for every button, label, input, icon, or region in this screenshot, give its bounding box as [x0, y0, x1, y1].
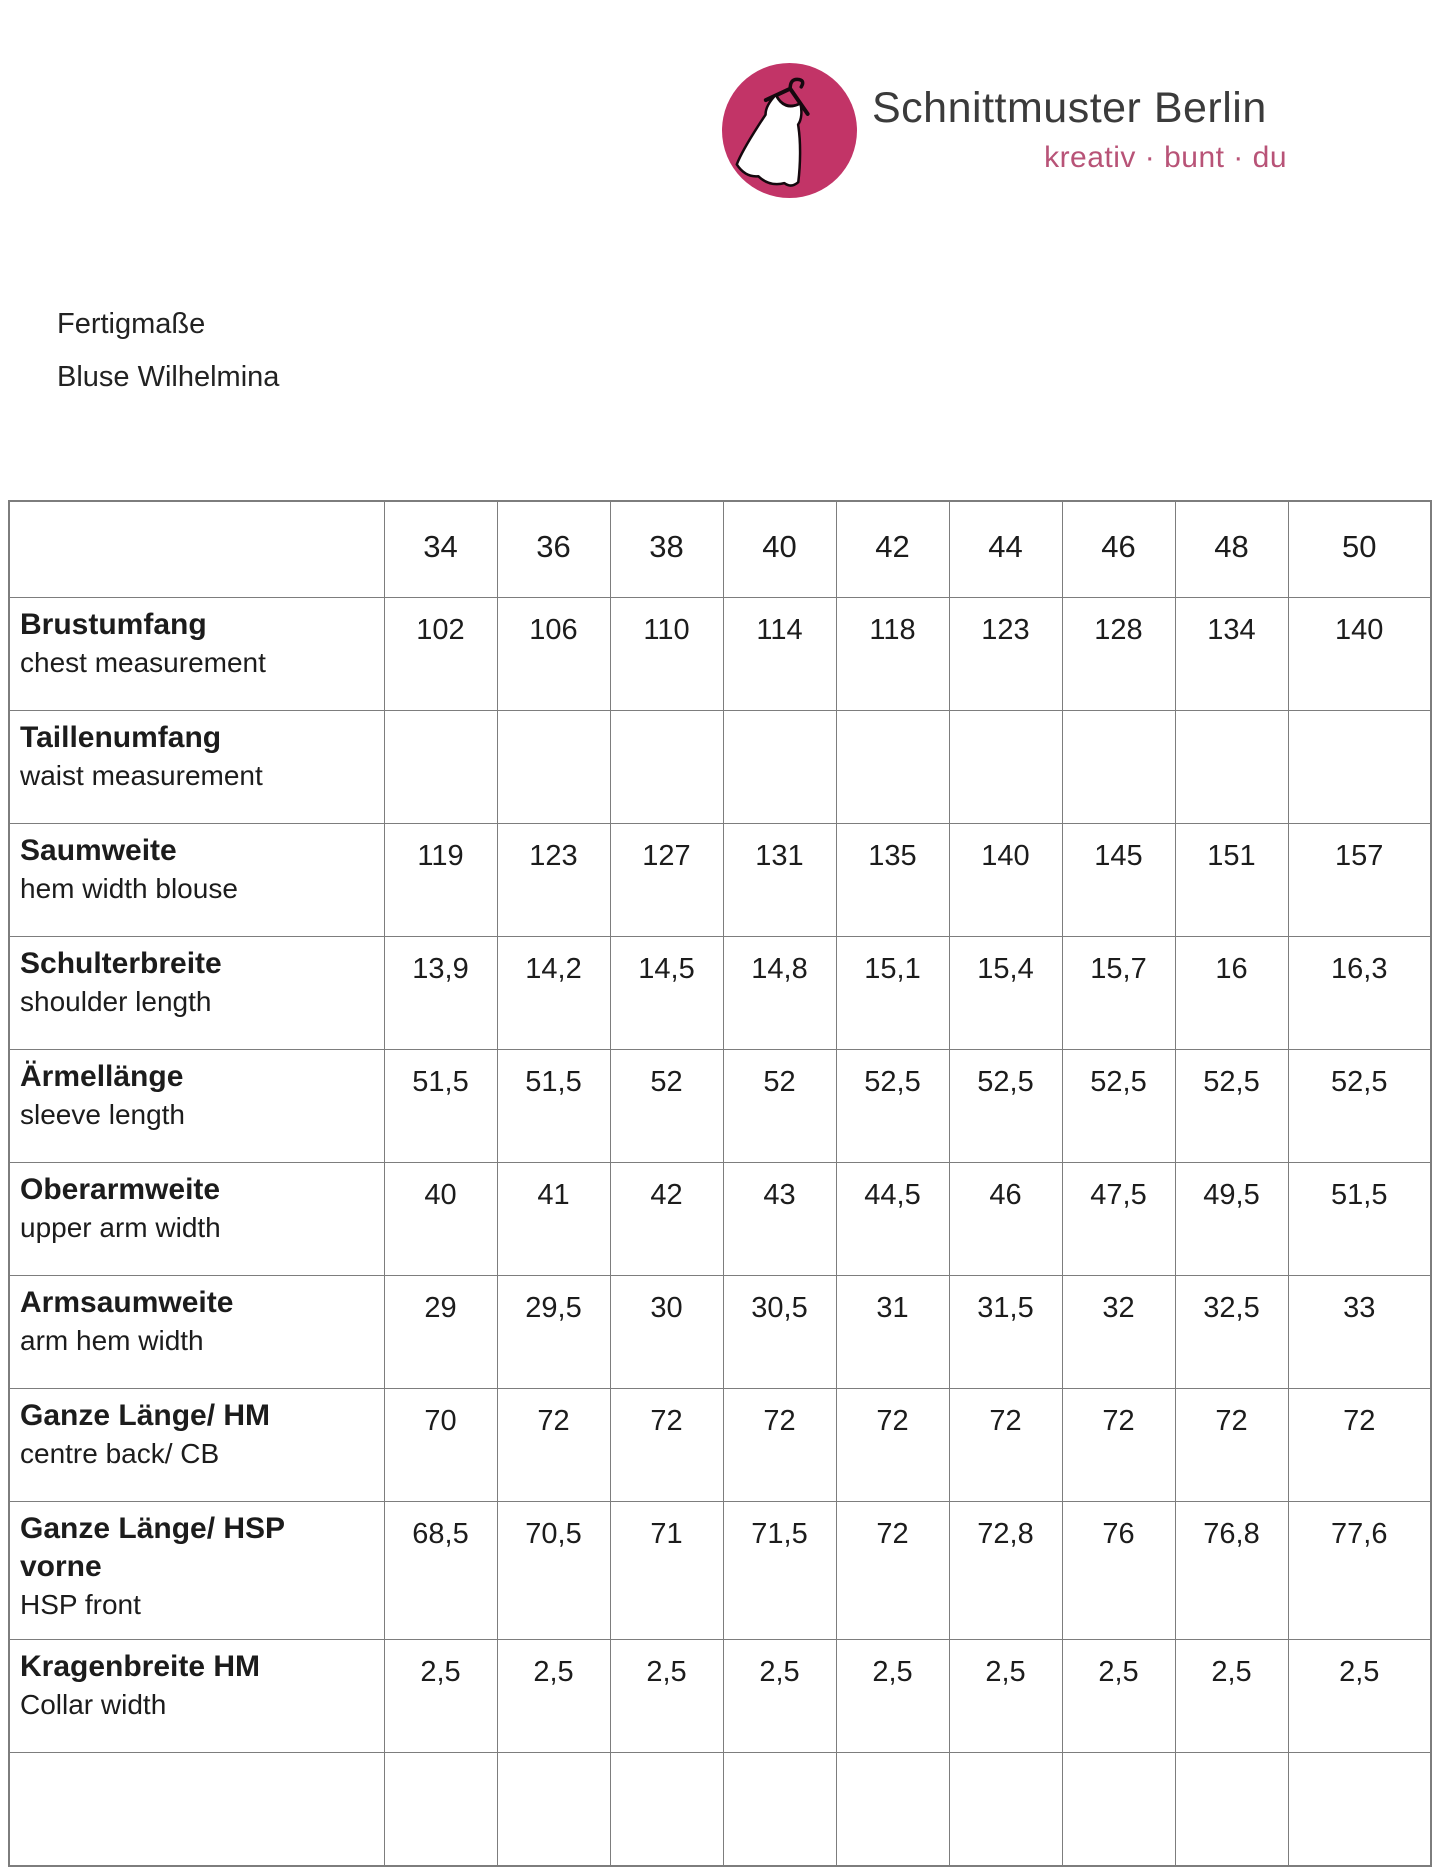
- dress-on-hanger-icon: [722, 63, 857, 198]
- size-value-cell: 70,5: [497, 1502, 610, 1640]
- size-value-cell: 2,5: [497, 1640, 610, 1753]
- size-value-cell: 2,5: [384, 1640, 497, 1753]
- size-value-cell: 71: [610, 1502, 723, 1640]
- size-value-cell: 123: [497, 824, 610, 937]
- size-value-cell: [1062, 1753, 1175, 1867]
- size-value-cell: [610, 1753, 723, 1867]
- size-value-cell: 52,5: [1175, 1050, 1288, 1163]
- size-column-header: 48: [1175, 501, 1288, 598]
- size-value-cell: [723, 711, 836, 824]
- size-value-cell: 72: [949, 1389, 1062, 1502]
- title-line-1: Fertigmaße: [57, 308, 206, 340]
- size-value-cell: 33: [1288, 1276, 1431, 1389]
- size-value-cell: [610, 711, 723, 824]
- table-row: [9, 1163, 1431, 1276]
- size-value-cell: 2,5: [1288, 1640, 1431, 1753]
- size-column-header: 50: [1288, 501, 1431, 598]
- size-header-row: [9, 501, 1431, 598]
- size-value-cell: 16: [1175, 937, 1288, 1050]
- size-value-cell: [1175, 711, 1288, 824]
- size-column-header: 38: [610, 501, 723, 598]
- size-column-header: 46: [1062, 501, 1175, 598]
- measurement-label-cell: [9, 1163, 384, 1276]
- size-value-cell: 110: [610, 598, 723, 711]
- size-column-header: 36: [497, 501, 610, 598]
- size-value-cell: 16,3: [1288, 937, 1431, 1050]
- size-value-cell: 42: [610, 1163, 723, 1276]
- size-value-cell: 32: [1062, 1276, 1175, 1389]
- size-value-cell: 72: [1288, 1389, 1431, 1502]
- measurement-label-cell: [9, 824, 384, 937]
- table-row: [9, 824, 1431, 937]
- size-value-cell: 76: [1062, 1502, 1175, 1640]
- size-value-cell: 52,5: [949, 1050, 1062, 1163]
- size-value-cell: 77,6: [1288, 1502, 1431, 1640]
- size-value-cell: 51,5: [1288, 1163, 1431, 1276]
- measurement-label-de: Schulterbreite: [20, 947, 222, 980]
- size-value-cell: 140: [949, 824, 1062, 937]
- size-value-cell: 40: [384, 1163, 497, 1276]
- size-value-cell: 14,8: [723, 937, 836, 1050]
- size-value-cell: [836, 1753, 949, 1867]
- size-value-cell: 51,5: [497, 1050, 610, 1163]
- size-value-cell: 2,5: [1175, 1640, 1288, 1753]
- size-value-cell: [1288, 711, 1431, 824]
- size-value-cell: 68,5: [384, 1502, 497, 1640]
- size-value-cell: [836, 711, 949, 824]
- size-value-cell: 44,5: [836, 1163, 949, 1276]
- size-value-cell: 2,5: [610, 1640, 723, 1753]
- measurement-label-cell: [9, 711, 384, 824]
- size-value-cell: 13,9: [384, 937, 497, 1050]
- size-value-cell: 2,5: [1062, 1640, 1175, 1753]
- size-value-cell: 72: [1062, 1389, 1175, 1502]
- measurement-label-en: sleeve length: [20, 1099, 186, 1130]
- size-value-cell: 145: [1062, 824, 1175, 937]
- size-value-cell: 47,5: [1062, 1163, 1175, 1276]
- size-column-header: 42: [836, 501, 949, 598]
- measurement-label-de: Oberarmweite: [20, 1173, 221, 1206]
- size-value-cell: 2,5: [836, 1640, 949, 1753]
- measurement-label-cell: [9, 1640, 384, 1753]
- brand-tagline: kreativ · bunt · du: [1044, 141, 1287, 175]
- size-value-cell: 43: [723, 1163, 836, 1276]
- size-value-cell: 15,1: [836, 937, 949, 1050]
- table-row: [9, 1389, 1431, 1502]
- measurement-label-en: arm hem width: [20, 1325, 204, 1356]
- table-row: [9, 1502, 1431, 1640]
- size-value-cell: 15,4: [949, 937, 1062, 1050]
- table-row: [9, 598, 1431, 711]
- size-value-cell: 14,2: [497, 937, 610, 1050]
- measurement-label-de: Armsaumweite: [20, 1286, 234, 1319]
- size-value-cell: [384, 711, 497, 824]
- corner-cell: [9, 501, 384, 598]
- measurement-label-cell: [9, 1276, 384, 1389]
- size-value-cell: 52,5: [1062, 1050, 1175, 1163]
- size-value-cell: 52: [610, 1050, 723, 1163]
- size-value-cell: [1062, 711, 1175, 824]
- size-value-cell: 151: [1175, 824, 1288, 937]
- size-value-cell: 72: [836, 1502, 949, 1640]
- measurement-label-cell: [9, 1502, 384, 1640]
- size-value-cell: 118: [836, 598, 949, 711]
- size-value-cell: 49,5: [1175, 1163, 1288, 1276]
- size-value-cell: 102: [384, 598, 497, 711]
- measurement-label-en: centre back/ CB: [20, 1438, 220, 1469]
- size-column-header: 34: [384, 501, 497, 598]
- size-value-cell: 41: [497, 1163, 610, 1276]
- measurement-table-wrap: [8, 500, 1432, 1867]
- size-value-cell: 72: [723, 1389, 836, 1502]
- size-value-cell: 51,5: [384, 1050, 497, 1163]
- measurement-label-en: waist measurement: [20, 760, 263, 791]
- measurement-label-de: Brustumfang: [20, 608, 207, 641]
- size-value-cell: [384, 1753, 497, 1867]
- measurement-label-en: HSP front: [20, 1589, 141, 1620]
- table-row: [9, 1050, 1431, 1163]
- size-value-cell: 30: [610, 1276, 723, 1389]
- table-row: [9, 1640, 1431, 1753]
- measurement-label-de: Saumweite: [20, 834, 177, 867]
- table-row: [9, 937, 1431, 1050]
- size-value-cell: 76,8: [1175, 1502, 1288, 1640]
- measurement-label-en: hem width blouse: [20, 873, 238, 904]
- measurement-label-de: Ganze Länge/ HSP vorne: [20, 1512, 285, 1583]
- size-value-cell: 131: [723, 824, 836, 937]
- size-value-cell: 70: [384, 1389, 497, 1502]
- measurement-label-cell: [9, 1753, 384, 1867]
- measurement-label-cell: [9, 1050, 384, 1163]
- size-column-header: 44: [949, 501, 1062, 598]
- measurement-label-de: Kragenbreite HM: [20, 1650, 261, 1683]
- size-value-cell: 2,5: [949, 1640, 1062, 1753]
- measurement-label-cell: [9, 1389, 384, 1502]
- size-value-cell: 106: [497, 598, 610, 711]
- measurement-label-cell: [9, 937, 384, 1050]
- measurement-label-de: Ganze Länge/ HM: [20, 1399, 271, 1432]
- measurement-label-en: Collar width: [20, 1689, 167, 1720]
- size-value-cell: 127: [610, 824, 723, 937]
- size-value-cell: 128: [1062, 598, 1175, 711]
- measurement-label-de: Ärmellänge: [20, 1060, 184, 1093]
- size-value-cell: 114: [723, 598, 836, 711]
- size-value-cell: 52,5: [1288, 1050, 1431, 1163]
- size-value-cell: 32,5: [1175, 1276, 1288, 1389]
- size-value-cell: 71,5: [723, 1502, 836, 1640]
- table-row: [9, 711, 1431, 824]
- size-value-cell: 134: [1175, 598, 1288, 711]
- size-value-cell: 72: [610, 1389, 723, 1502]
- size-value-cell: 72: [1175, 1389, 1288, 1502]
- size-value-cell: 31,5: [949, 1276, 1062, 1389]
- table-row: [9, 1276, 1431, 1389]
- size-value-cell: 52,5: [836, 1050, 949, 1163]
- size-value-cell: 135: [836, 824, 949, 937]
- size-value-cell: 2,5: [723, 1640, 836, 1753]
- measurement-label-cell: [9, 598, 384, 711]
- measurement-table: [8, 500, 1432, 1867]
- size-value-cell: [497, 711, 610, 824]
- size-value-cell: [497, 1753, 610, 1867]
- size-value-cell: 140: [1288, 598, 1431, 711]
- size-column-header: 40: [723, 501, 836, 598]
- size-value-cell: [949, 1753, 1062, 1867]
- size-value-cell: 157: [1288, 824, 1431, 937]
- size-value-cell: [723, 1753, 836, 1867]
- brand-header: [722, 63, 1292, 213]
- brand-name: Schnittmuster Berlin: [872, 84, 1267, 132]
- size-value-cell: 30,5: [723, 1276, 836, 1389]
- size-value-cell: 123: [949, 598, 1062, 711]
- size-value-cell: [1175, 1753, 1288, 1867]
- size-value-cell: 72: [836, 1389, 949, 1502]
- size-value-cell: 72,8: [949, 1502, 1062, 1640]
- size-value-cell: 29: [384, 1276, 497, 1389]
- measurement-label-en: shoulder length: [20, 986, 212, 1017]
- measurement-label-en: chest measurement: [20, 647, 266, 678]
- size-value-cell: [949, 711, 1062, 824]
- size-value-cell: 46: [949, 1163, 1062, 1276]
- size-value-cell: [1288, 1753, 1431, 1867]
- size-value-cell: 31: [836, 1276, 949, 1389]
- measurement-label-de: Taillenumfang: [20, 721, 222, 754]
- size-value-cell: 72: [497, 1389, 610, 1502]
- size-value-cell: 52: [723, 1050, 836, 1163]
- measurement-label-en: upper arm width: [20, 1212, 221, 1243]
- title-line-2: Bluse Wilhelmina: [57, 361, 280, 393]
- size-value-cell: 29,5: [497, 1276, 610, 1389]
- table-row: [9, 1753, 1431, 1867]
- document-title: [57, 298, 279, 404]
- size-value-cell: 14,5: [610, 937, 723, 1050]
- size-value-cell: 119: [384, 824, 497, 937]
- size-value-cell: 15,7: [1062, 937, 1175, 1050]
